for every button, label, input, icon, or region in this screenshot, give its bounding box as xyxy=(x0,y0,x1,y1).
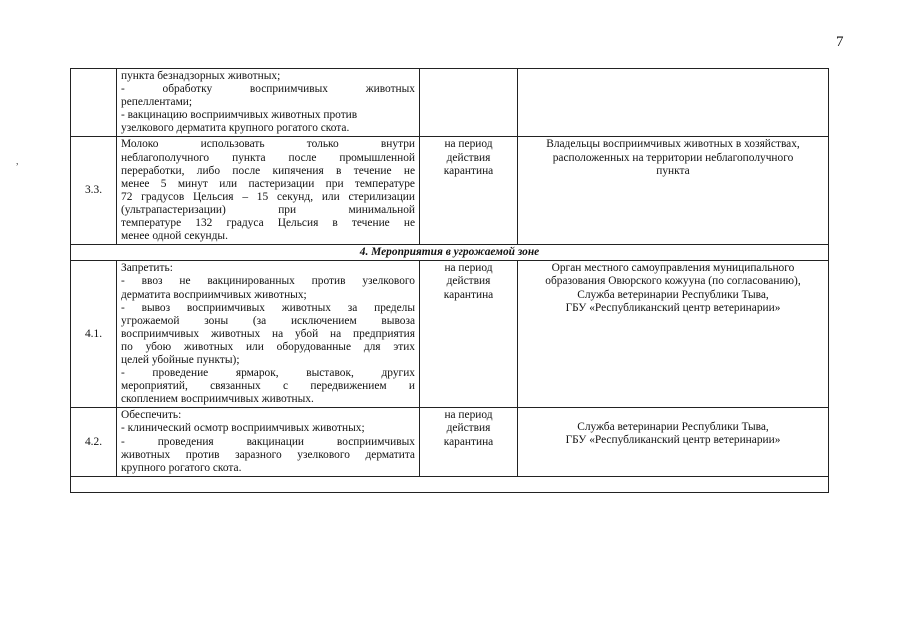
measure-line: мероприятий, связанных с передвижением и xyxy=(121,380,415,393)
measure-line: скоплением восприимчивых животных. xyxy=(121,393,314,406)
measure-line: - клинический осмотр восприимчивых животных; xyxy=(121,422,365,435)
responsible-block xyxy=(522,409,824,447)
period-line: карантина xyxy=(443,435,494,448)
measure-line: менее 5 минут или пастеризации при температуре xyxy=(121,177,415,190)
measure-line: по убою животных или оборудованные для этих xyxy=(121,340,415,353)
period-line: действия xyxy=(446,275,491,288)
measure-cell xyxy=(117,69,420,137)
measure-line: - проведения вакцинации восприимчивых xyxy=(121,435,415,448)
measure-line: - ввоз не вакцинированных против узелкового xyxy=(121,275,415,288)
measure-line: крупного рогатого скота. xyxy=(121,461,242,474)
period-cell xyxy=(420,137,518,245)
period-cell xyxy=(420,408,518,476)
measure-cell xyxy=(117,261,420,408)
measure-line: 72 градусов Цельсия – 15 секунд, или стерилизации xyxy=(121,190,415,203)
measure-line: неблагополучного пункта после промышленной xyxy=(121,151,415,164)
responsible-cell xyxy=(518,408,829,476)
period-cell xyxy=(420,69,518,137)
responsible-line: Владельцы восприимчивых животных в хозяйствах, xyxy=(546,138,800,151)
responsible-line: образования Овюрского кожууна (по согласованию), xyxy=(545,275,801,288)
responsible-line: Орган местного самоуправления муниципального xyxy=(551,262,795,275)
measure-line: пункта безнадзорных животных; xyxy=(121,70,281,82)
measure-cell xyxy=(117,408,420,476)
section-title: 4. Мероприятия в угрожаемой зоне xyxy=(71,245,829,261)
empty-row xyxy=(71,476,829,492)
empty-cell xyxy=(71,476,829,492)
responsible-line: Служба ветеринарии Республики Тыва, xyxy=(577,421,769,434)
margin-mark: , xyxy=(16,156,19,167)
period-line: на период xyxy=(444,138,493,151)
period-line: на период xyxy=(444,262,493,275)
responsible-cell xyxy=(518,69,829,137)
table-row-continuation xyxy=(71,69,829,137)
responsible-cell xyxy=(518,137,829,245)
measure-line: репеллентами; xyxy=(121,96,193,109)
responsible-line: Служба ветеринарии Республики Тыва, xyxy=(577,288,769,301)
measure-line: Обеспечить: xyxy=(121,409,182,422)
measure-line: температуре 132 градуса Цельсия в течение не xyxy=(121,217,415,230)
responsible-cell xyxy=(518,261,829,408)
period-line: карантина xyxy=(443,164,494,177)
row-number-cell: 4.2. xyxy=(71,408,117,476)
responsible-line: пункта xyxy=(656,164,690,177)
period-line: на период xyxy=(444,409,493,422)
measure-line: дерматита восприимчивых животных; xyxy=(121,288,307,301)
period-line: действия xyxy=(446,151,491,164)
measure-line: восприимчивых животных на убой на предприятия xyxy=(121,327,415,340)
measure-line: менее одной секунды. xyxy=(121,230,228,243)
section-row xyxy=(71,245,829,261)
measure-line: угрожаемой зоны (за исключением вывоза xyxy=(121,314,415,327)
measure-line: Запретить: xyxy=(121,262,173,275)
table-row-3-3 xyxy=(71,137,829,245)
measure-line: переработки, либо после кипячения в течение не xyxy=(121,164,415,177)
page-number: 7 xyxy=(836,34,844,50)
period-line: карантина xyxy=(443,288,494,301)
table-row-4-1 xyxy=(71,261,829,408)
measure-line: Молоко использовать только внутри xyxy=(121,138,415,151)
table-row-4-2 xyxy=(71,408,829,476)
measure-line: узелкового дерматита крупного рогатого скота. xyxy=(121,122,350,135)
measure-line: - вакцинацию восприимчивых животных против xyxy=(121,109,358,122)
responsible-line: расположенных на территории неблагополучного xyxy=(552,151,794,164)
row-number-cell: 4.1. xyxy=(71,261,117,408)
row-number-cell: 3.3. xyxy=(71,137,117,245)
period-cell xyxy=(420,261,518,408)
measure-line: (ультрапастеризации) при минимальной xyxy=(121,203,415,216)
responsible-line: ГБУ «Республиканский центр ветеринарии» xyxy=(565,301,781,314)
measure-cell xyxy=(117,137,420,245)
row-number-cell xyxy=(71,69,117,137)
measure-line: - проведение ярмарок, выставок, других xyxy=(121,367,415,380)
measure-line: целей убойные пункты); xyxy=(121,353,240,366)
measure-line: животных против заразного узелкового дерматита xyxy=(121,448,415,461)
responsible-line: ГБУ «Республиканский центр ветеринарии» xyxy=(565,434,781,447)
period-line: действия xyxy=(446,422,491,435)
measure-line: - обработку восприимчивых животных xyxy=(121,83,415,96)
measures-table xyxy=(70,68,829,493)
measure-line: - вывоз восприимчивых животных за пределы xyxy=(121,301,415,314)
